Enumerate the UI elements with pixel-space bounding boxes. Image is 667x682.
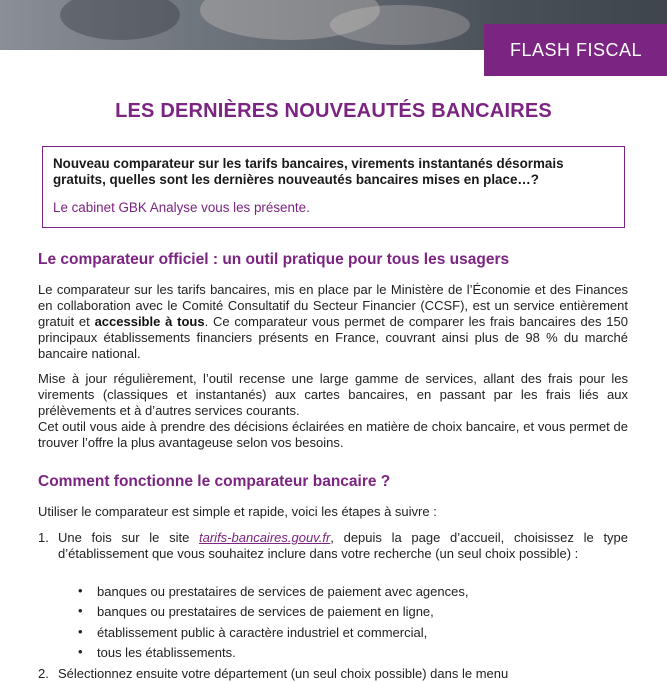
step-2-text: Sélectionnez ensuite votre département (un seul choix possible) dans le menu	[58, 666, 509, 681]
list-item-text: établissement public à caractère industriel et commercial,	[97, 624, 428, 640]
step-1-text-start: Une fois sur le site	[58, 530, 200, 545]
list-item	[78, 584, 468, 604]
intro-box	[42, 146, 625, 228]
section2-intro: Utiliser le comparateur est simple et rapide, voici les étapes à suivre :	[38, 504, 437, 519]
list-item	[78, 645, 468, 665]
step-1-text	[58, 530, 628, 562]
bullet-icon: •	[78, 623, 83, 639]
page-title: LES DERNIÈRES NOUVEAUTÉS BANCAIRES	[115, 100, 552, 122]
list-item	[78, 625, 468, 645]
section1-paragraph-2: Mise à jour régulièrement, l’outil recense une large gamme de services, allant des frais pour les virements (classiques et instantanés) aux cartes bancaires, en passant par les frais liés aux prélèvements et à d’autres services courants.	[38, 371, 628, 418]
section1-paragraph-3: Cet outil vous aide à prendre des décisions éclairées en matière de choix bancaire, et vous permet de trouver l’offre la plus avantageuse selon vos besoins.	[38, 419, 628, 450]
intro-lead: Nouveau comparateur sur les tarifs bancaires, virements instantanés désormais gratuits, quelles sont les dernières nouveautés bancaires mises en place…?	[53, 156, 564, 187]
establishment-type-list	[78, 584, 468, 665]
step-2	[38, 666, 628, 682]
banner-shadow-shape	[60, 0, 180, 40]
section1-heading: Le comparateur officiel : un outil pratique pour tous les usagers	[38, 251, 510, 268]
list-item-text: tous les établissements.	[97, 644, 236, 660]
intro-signature: Le cabinet GBK Analyse vous les présente.	[53, 200, 310, 215]
step-2-number: 2.	[38, 666, 49, 681]
section1-p1-text-end: . Ce comparateur vous permet de comparer les frais bancaires des 150 principaux établissements financiers présents en France, couvrant ainsi plus de 98 % du marché bancaire national.	[38, 314, 628, 361]
bullet-icon: •	[78, 603, 83, 619]
list-item-text: banques ou prestataires de services de paiement en ligne,	[97, 604, 434, 620]
accessible-emphasis: accessible à tous	[94, 314, 205, 329]
flash-fiscal-badge	[484, 24, 667, 76]
step-1-text-end: , depuis la page d’accueil, choisissez le type d’établissement que vous souhaitez inclure dans votre recherche (un seul choix possible) :	[58, 530, 629, 561]
step-1	[38, 530, 628, 562]
list-item-text: banques ou prestataires de services de paiement avec agences,	[97, 584, 469, 599]
section1-p1-text: Le comparateur sur les tarifs bancaires, mis en place par le Ministère de l’Économie et des Finances en collaboration avec le Comité Consultatif du Secteur Financier (CCSF), est un service entièrement gratuit et	[38, 282, 628, 329]
section1-paragraph-1	[38, 282, 628, 362]
step-1-number: 1.	[38, 530, 49, 545]
bullet-icon: •	[78, 643, 83, 659]
banner-keyboard-shape	[330, 5, 470, 45]
list-item	[78, 604, 468, 624]
tarifs-bancaires-link[interactable]: tarifs-bancaires.gouv.fr	[199, 530, 331, 545]
flash-fiscal-label: FLASH FISCAL	[510, 39, 643, 60]
section2-heading: Comment fonctionne le comparateur bancaire ?	[38, 473, 391, 490]
bullet-icon: •	[78, 583, 83, 598]
